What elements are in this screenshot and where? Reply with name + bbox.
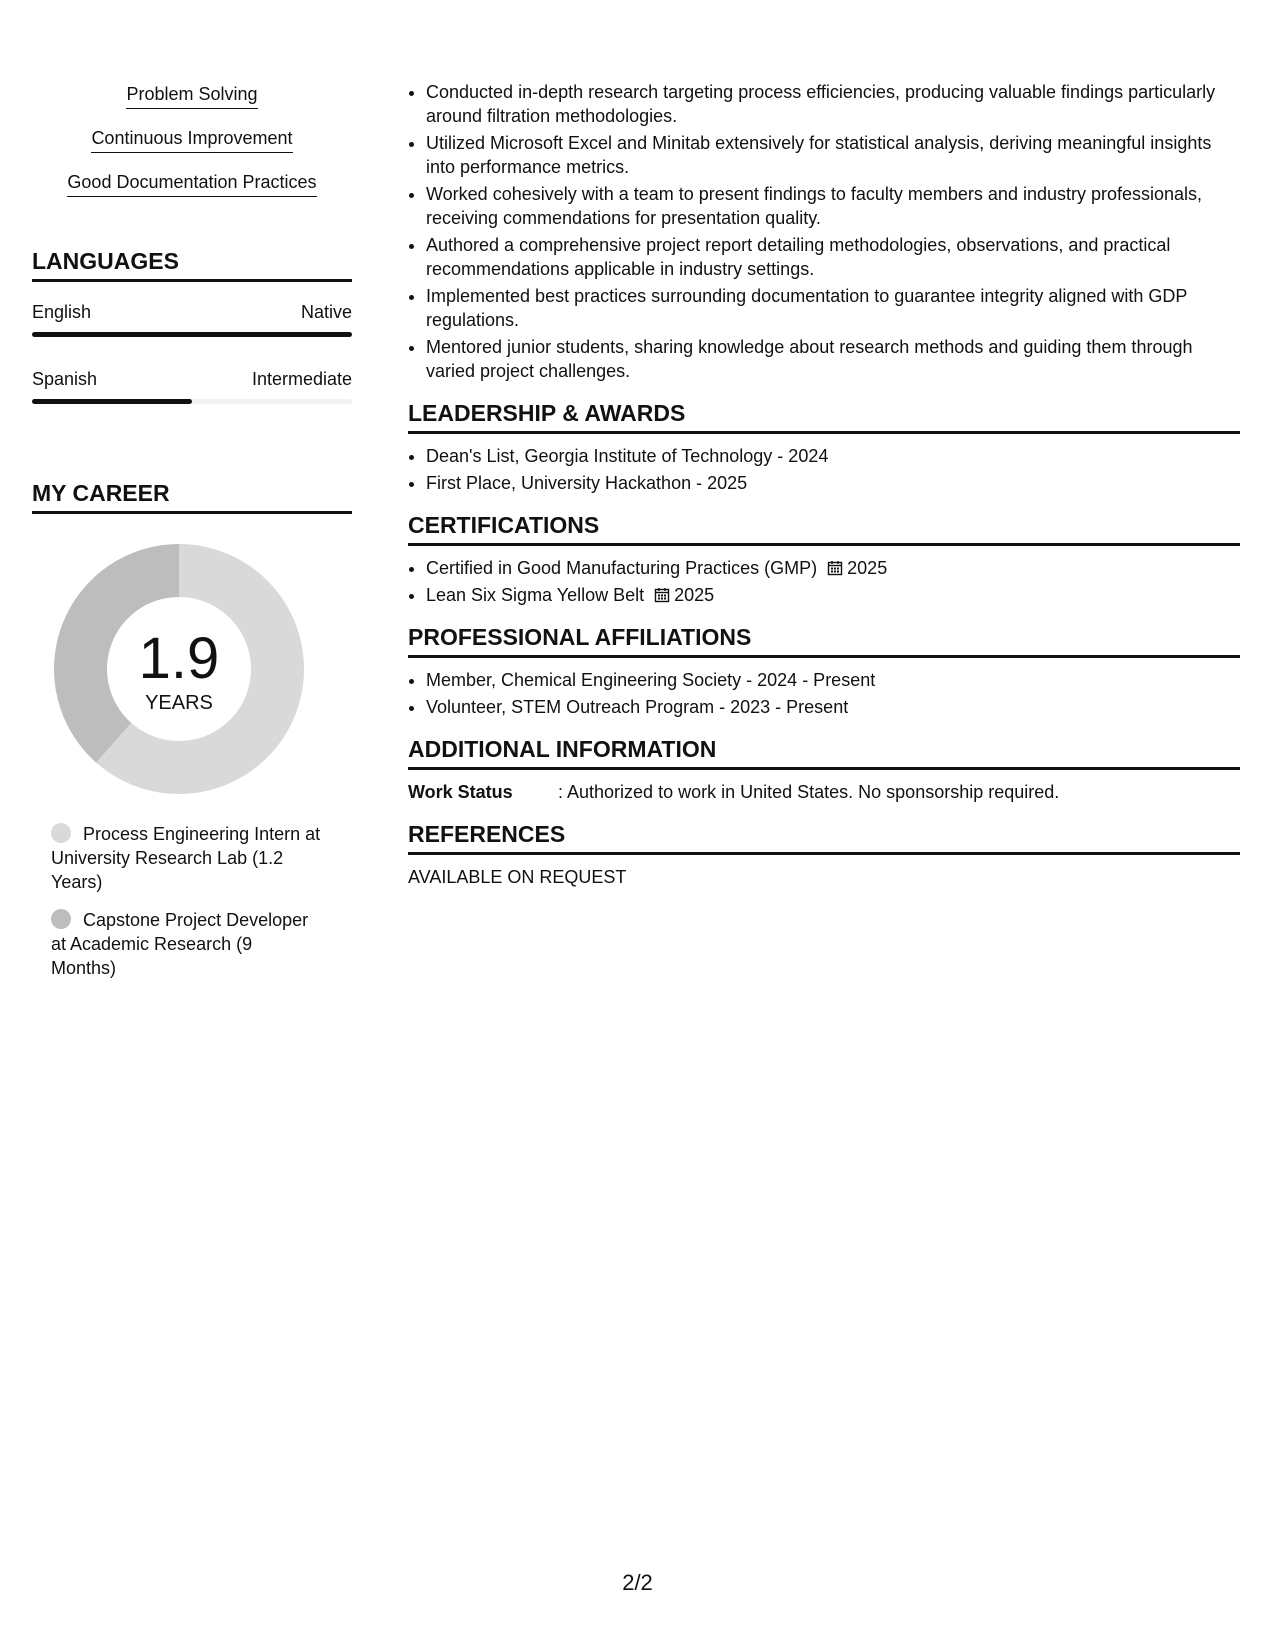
language-proficiency-bar [32, 399, 352, 404]
work-status-label: Work Status [408, 782, 513, 802]
legend-dot-icon [51, 909, 71, 929]
certification-year: 2025 [674, 585, 715, 605]
certification-item [426, 583, 1240, 607]
language-entry [32, 367, 352, 404]
calendar-icon [827, 560, 843, 576]
leadership-item: • Dean's List, Georgia Institute of Technology - 2024 [426, 444, 1240, 468]
experience-bullet: • Mentored junior students, sharing knowledge about research methods and guiding them through varied project challenges. [426, 335, 1240, 383]
references-text: AVAILABLE ON REQUEST [408, 867, 627, 887]
leadership-item: • First Place, University Hackathon - 2025 [426, 471, 1240, 495]
affiliation-item: • Volunteer, STEM Outreach Program - 2023 - Present [426, 695, 1240, 719]
career-donut-chart [32, 536, 352, 796]
language-name: Spanish [32, 369, 98, 389]
language-proficiency-fill [32, 399, 192, 404]
experience-bullet: • Conducted in-depth research targeting process efficiencies, producing valuable findings particularly around filtration methodologies. [426, 80, 1240, 128]
work-status-row [408, 780, 1240, 804]
certifications-list [408, 556, 1240, 607]
career-heading: MY CAREER [32, 479, 352, 514]
skill-item: Good Documentation Practices [67, 170, 316, 197]
language-entry [32, 300, 352, 337]
experience-bullet: • Authored a comprehensive project report detailing methodologies, observations, and practical recommendations applicable in industry settings. [426, 233, 1240, 281]
skill-item: Problem Solving [126, 82, 257, 109]
career-total-value: 1.9 [138, 626, 220, 691]
leadership-heading: LEADERSHIP & AWARDS [408, 399, 1240, 434]
legend-dot-icon [51, 823, 71, 843]
skills-list [32, 82, 352, 214]
career-total-unit: YEARS [145, 692, 213, 714]
page-number: 2/2 [622, 1570, 653, 1595]
work-status-value: : Authorized to work in United States. No sponsorship required. [558, 782, 1060, 802]
certification-name: Lean Six Sigma Yellow Belt [426, 585, 645, 605]
left-column [32, 82, 352, 994]
certification-name: Certified in Good Manufacturing Practices (GMP) [426, 558, 818, 578]
certifications-heading: CERTIFICATIONS [408, 511, 1240, 546]
references-heading: REFERENCES [408, 820, 1240, 855]
career-legend-item [51, 822, 321, 894]
additional-info-heading: ADDITIONAL INFORMATION [408, 735, 1240, 770]
language-level: Native [300, 302, 352, 322]
experience-bullet: • Utilized Microsoft Excel and Minitab extensively for statistical analysis, deriving meaningful insights into performance metrics. [426, 131, 1240, 179]
right-column [408, 80, 1240, 889]
career-role: Process Engineering Intern at University Research Lab (1.2 Years) [51, 824, 321, 892]
certification-item [426, 556, 1240, 580]
language-proficiency-fill [32, 332, 352, 337]
affiliation-item: • Member, Chemical Engineering Society - 2024 - Present [426, 668, 1240, 692]
career-total [54, 544, 304, 794]
experience-bullet: • Implemented best practices surrounding documentation to guarantee integrity aligned with GDP regulations. [426, 284, 1240, 332]
career-legend-item [51, 908, 321, 980]
affiliations-list [408, 668, 1240, 719]
calendar-icon [654, 587, 670, 603]
languages-heading: LANGUAGES [32, 247, 352, 282]
leadership-list [408, 444, 1240, 495]
language-name: English [32, 302, 92, 322]
experience-bullet: • Worked cohesively with a team to present findings to faculty members and industry professionals, receiving commendations for presentation quality. [426, 182, 1240, 230]
experience-bullets [408, 80, 1240, 383]
skill-item: Continuous Improvement [91, 126, 292, 153]
language-level: Intermediate [251, 369, 352, 389]
certification-year: 2025 [847, 558, 888, 578]
affiliations-heading: PROFESSIONAL AFFILIATIONS [408, 623, 1240, 658]
language-proficiency-bar [32, 332, 352, 337]
career-role: Capstone Project Developer at Academic Research (9 Months) [51, 910, 309, 978]
career-legend [32, 822, 321, 980]
